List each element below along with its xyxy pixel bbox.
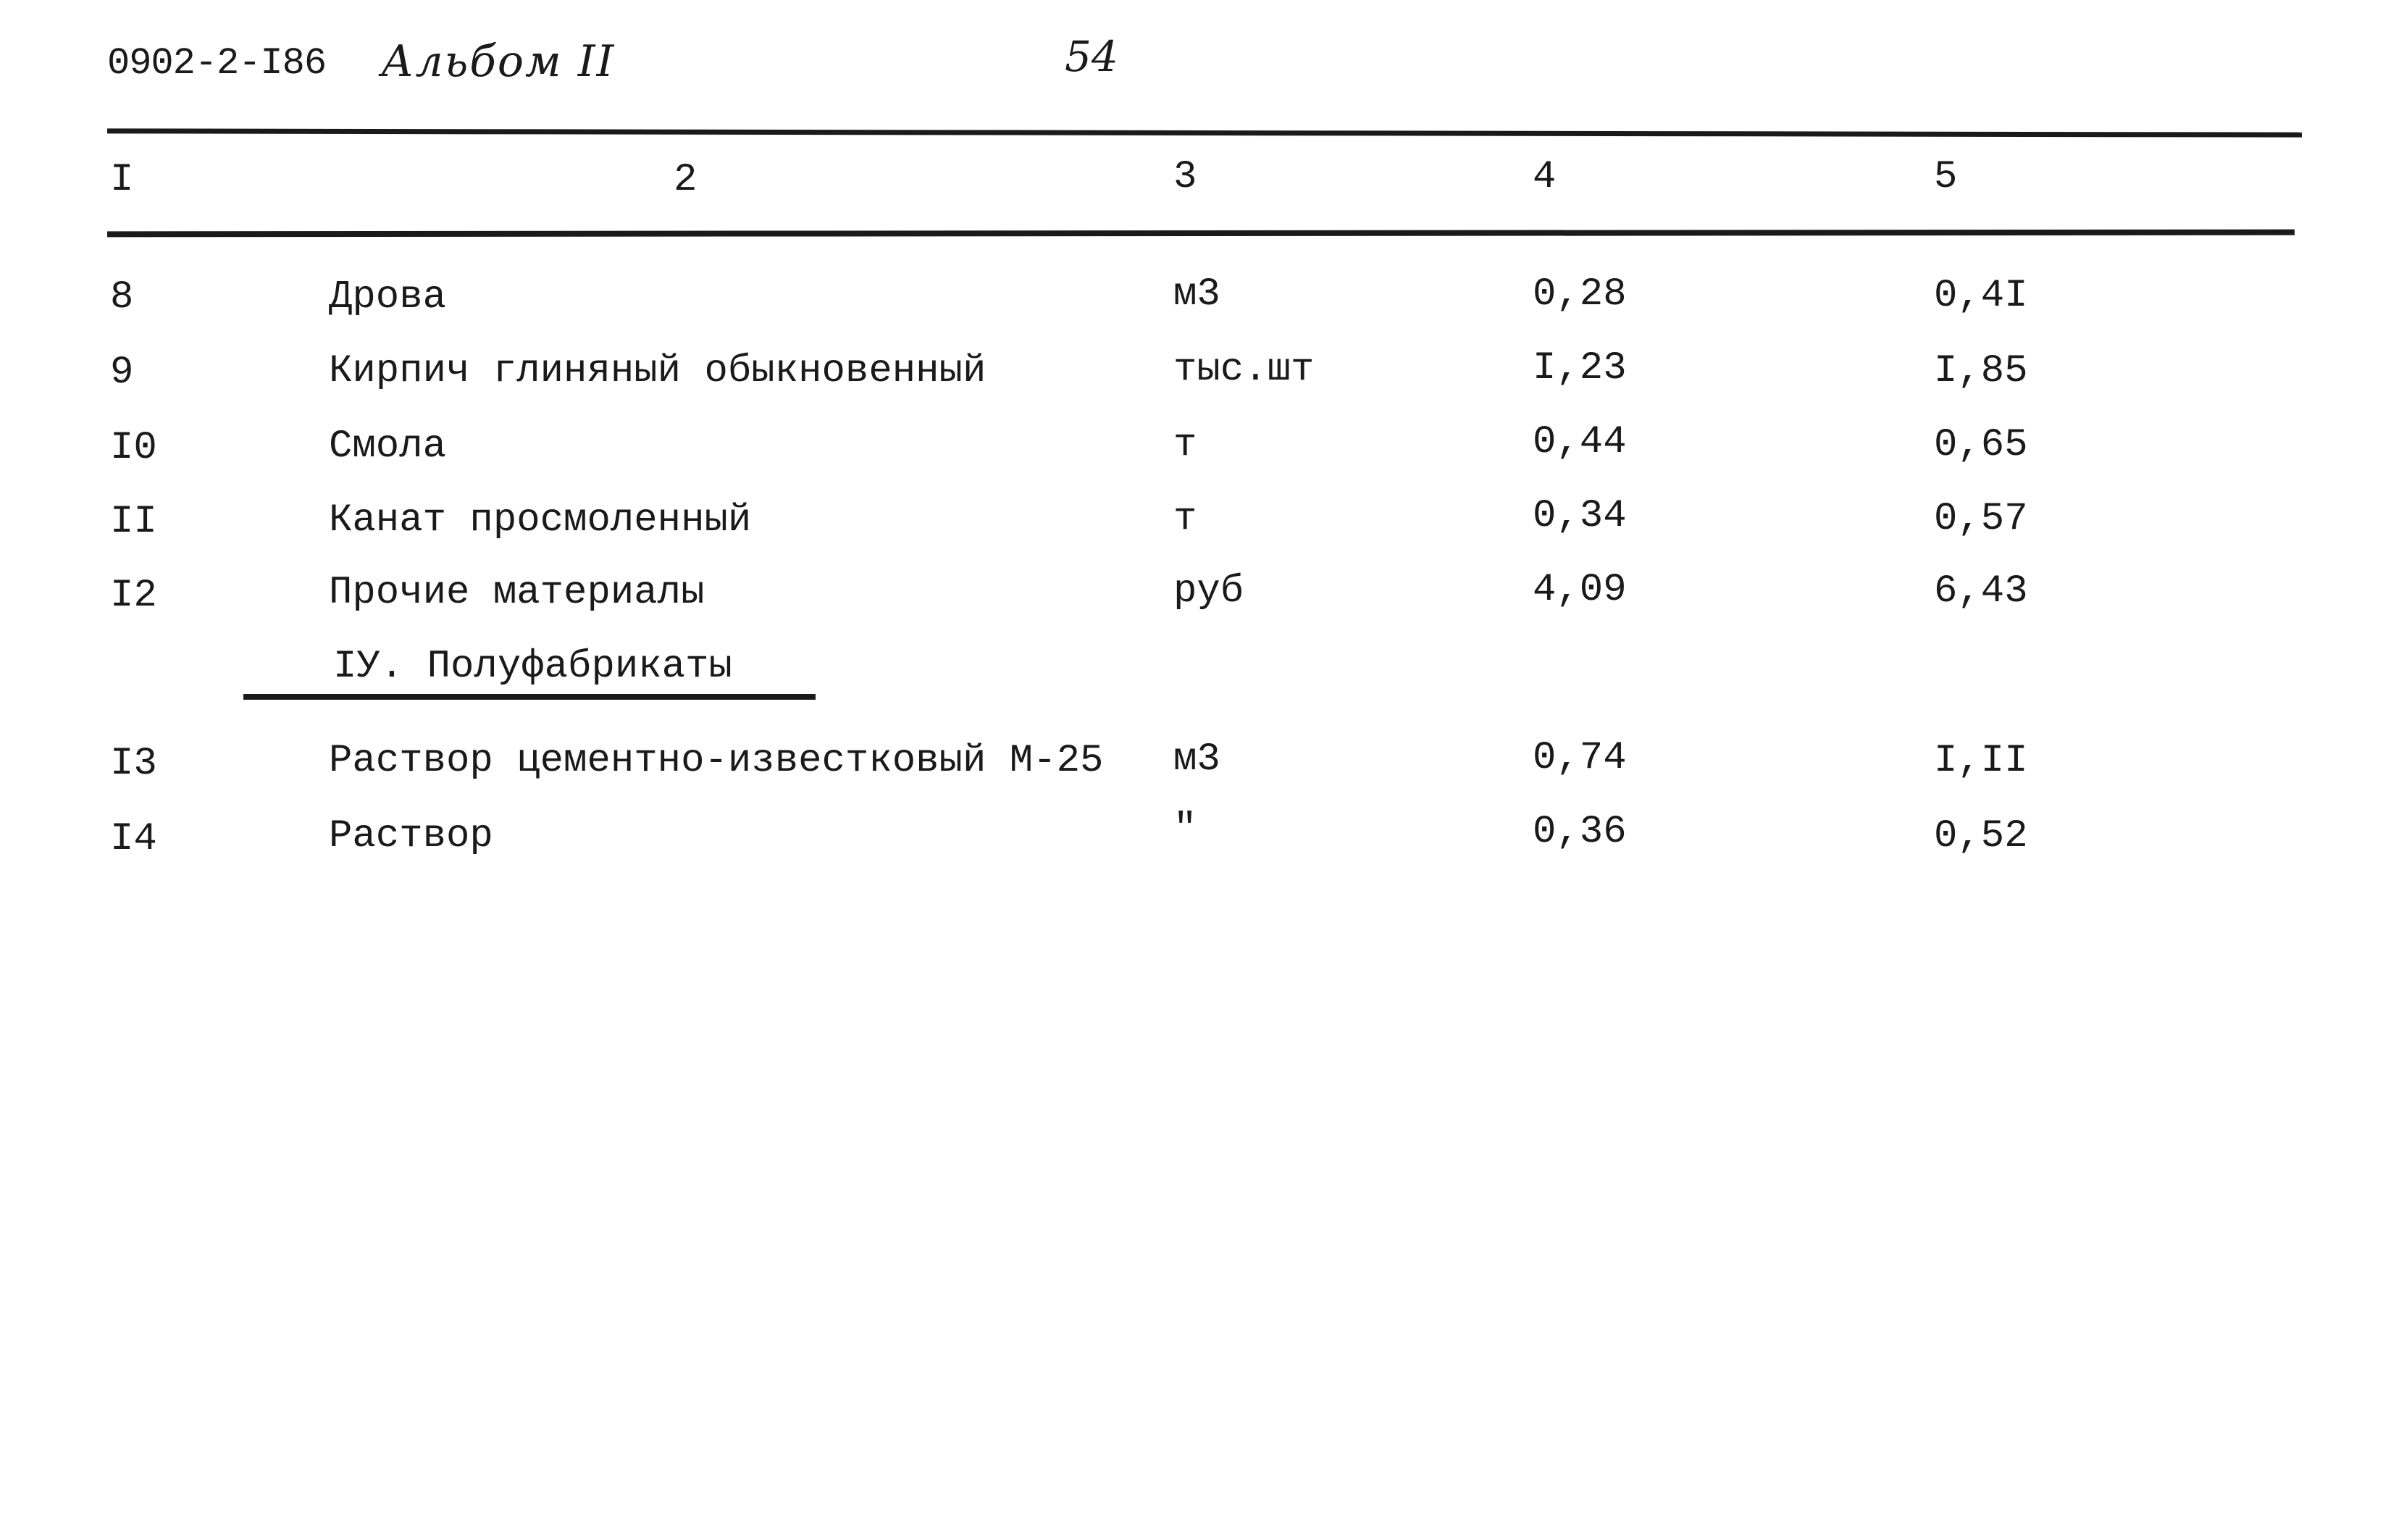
row-value-col5: 0,4I xyxy=(1934,274,2028,318)
row-number: I2 xyxy=(110,574,157,618)
row-value-col5: 0,52 xyxy=(1934,814,2028,858)
row-value-col5: 0,57 xyxy=(1934,497,2028,541)
row-name: Дрова xyxy=(329,275,447,319)
row-value-col5: 6,43 xyxy=(1934,569,2028,614)
section-heading-underline xyxy=(243,694,816,700)
row-name: Прочие материалы xyxy=(329,571,705,615)
table-header-rule xyxy=(107,230,2295,238)
document-code: 0902-2-I86 xyxy=(107,42,327,85)
row-unit: руб xyxy=(1173,569,1244,614)
column-header-1: I xyxy=(110,158,134,202)
row-number: I0 xyxy=(110,426,157,470)
row-value-col4: 0,36 xyxy=(1533,810,1627,854)
row-value-col5: I,II xyxy=(1934,739,2028,783)
row-value-col5: I,85 xyxy=(1934,349,2028,393)
row-number: I4 xyxy=(110,817,157,861)
row-unit: тыс.шт xyxy=(1173,348,1315,392)
row-name: Кирпич глиняный обыкновенный xyxy=(329,349,987,393)
row-number: 8 xyxy=(110,275,134,319)
album-label: Альбом II xyxy=(381,36,616,87)
page-number: 54 xyxy=(1065,32,1118,81)
row-value-col4: 4,09 xyxy=(1533,568,1627,612)
row-unit: т xyxy=(1173,423,1197,467)
column-header-4: 4 xyxy=(1533,155,1557,199)
table-top-rule xyxy=(107,128,2302,137)
row-value-col4: I,23 xyxy=(1533,346,1627,390)
column-header-3: 3 xyxy=(1173,155,1197,199)
section-heading: IУ. Полуфабрикаты xyxy=(333,645,732,689)
row-unit: " xyxy=(1173,807,1197,851)
row-name: Канат просмоленный xyxy=(329,498,752,543)
row-name: Смола xyxy=(329,424,447,469)
row-number: I3 xyxy=(110,742,157,786)
row-value-col4: 0,28 xyxy=(1533,272,1627,317)
row-number: 9 xyxy=(110,351,134,395)
row-value-col4: 0,74 xyxy=(1533,736,1627,780)
row-name: Раствор цементно-известковый М-25 xyxy=(329,739,1104,783)
row-value-col4: 0,44 xyxy=(1533,420,1627,464)
row-value-col4: 0,34 xyxy=(1533,494,1627,538)
row-unit: т xyxy=(1173,497,1197,541)
row-value-col5: 0,65 xyxy=(1934,423,2028,467)
row-unit: м3 xyxy=(1173,737,1220,782)
row-number: II xyxy=(110,500,157,544)
row-name: Раствор xyxy=(329,814,493,858)
column-header-2: 2 xyxy=(674,158,698,202)
row-unit: м3 xyxy=(1173,272,1220,317)
column-header-5: 5 xyxy=(1934,155,1958,199)
